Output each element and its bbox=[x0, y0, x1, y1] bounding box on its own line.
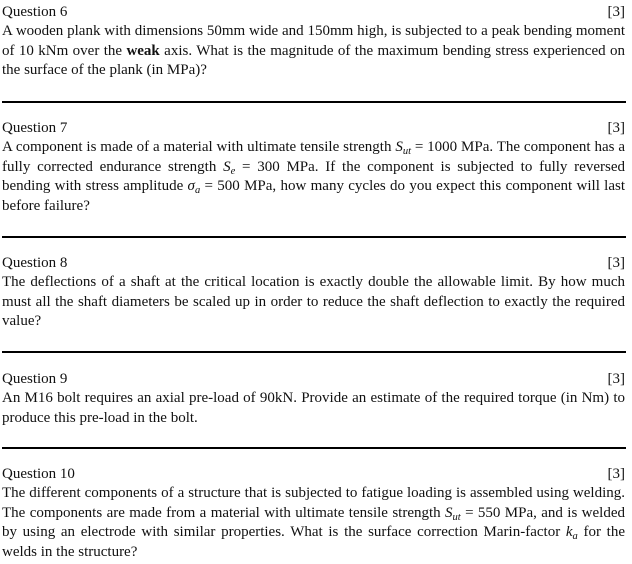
question-text: The deflections of a shaft at the critical location is exactly double the allowable limit. By how much must all the shaft diameters be scaled up in order to reduce the shaft deflection to exactly the required value? bbox=[2, 274, 625, 330]
symbol-s-e: $S_e$ bbox=[223, 158, 236, 177]
emphasis-word: weak bbox=[126, 42, 160, 59]
symbol-s-ut: $S_{ut}$ bbox=[395, 139, 411, 157]
symbol-k-a: $k_a$ bbox=[565, 524, 578, 543]
question-8 bbox=[2, 254, 625, 332]
divider-rule bbox=[2, 447, 626, 449]
question-marks: [3] bbox=[607, 120, 625, 136]
question-text: A component is made of a material with ultimate tensile strength $S_{ut} = 1000$ MPa. The component has a fully corrected endurance strength $S_e = 300$ MPa. If the component is subjected to fully reversed bending with stress amplitude $\sigma_a = 500$ MPa, how many cycles do you expect this component will last before failure? bbox=[2, 139, 626, 214]
question-title: Question 8 bbox=[2, 255, 68, 271]
question-title: Question 9 bbox=[2, 371, 68, 387]
question-header bbox=[2, 465, 625, 484]
question-7 bbox=[2, 119, 625, 216]
question-header bbox=[2, 3, 625, 22]
question-marks: [3] bbox=[607, 255, 625, 271]
question-marks: [3] bbox=[607, 371, 625, 387]
question-6 bbox=[2, 3, 625, 81]
question-10 bbox=[2, 465, 625, 562]
question-title: Question 7 bbox=[2, 120, 68, 136]
symbol-sigma-a: $\sigma_a$ bbox=[187, 178, 201, 197]
divider-rule bbox=[2, 351, 626, 353]
question-header bbox=[2, 370, 625, 389]
question-title: Question 6 bbox=[2, 4, 68, 20]
question-header bbox=[2, 119, 625, 138]
question-header bbox=[2, 254, 625, 273]
divider-rule bbox=[2, 236, 626, 238]
divider-rule bbox=[2, 101, 626, 103]
question-text: A wooden plank with dimensions 50mm wide and 150mm high, is subjected to a peak bending moment of 10 kNm over the weak axis. What is the magnitude of the maximum bending stress experienced on the surface of the plank (in MPa)? bbox=[2, 23, 625, 79]
question-text: An M16 bolt requires an axial pre-load of 90kN. Provide an estimate of the required torque (in Nm) to produce this pre-load in the bolt. bbox=[2, 390, 625, 426]
question-text: The different components of a structure that is subjected to fatigue loading is assembled using welding. The components are made from a material with ultimate tensile strength $S_{ut} = 550$ MPa, and is welded by using an electrode with similar properties. What is the surface correction Marin-factor $k_a$ for the welds in the structure? bbox=[2, 485, 626, 560]
question-9 bbox=[2, 370, 625, 428]
question-marks: [3] bbox=[607, 4, 625, 20]
question-marks: [3] bbox=[607, 466, 625, 482]
symbol-s-ut: $S_{ut}$ bbox=[445, 504, 461, 523]
question-title: Question 10 bbox=[2, 466, 75, 482]
